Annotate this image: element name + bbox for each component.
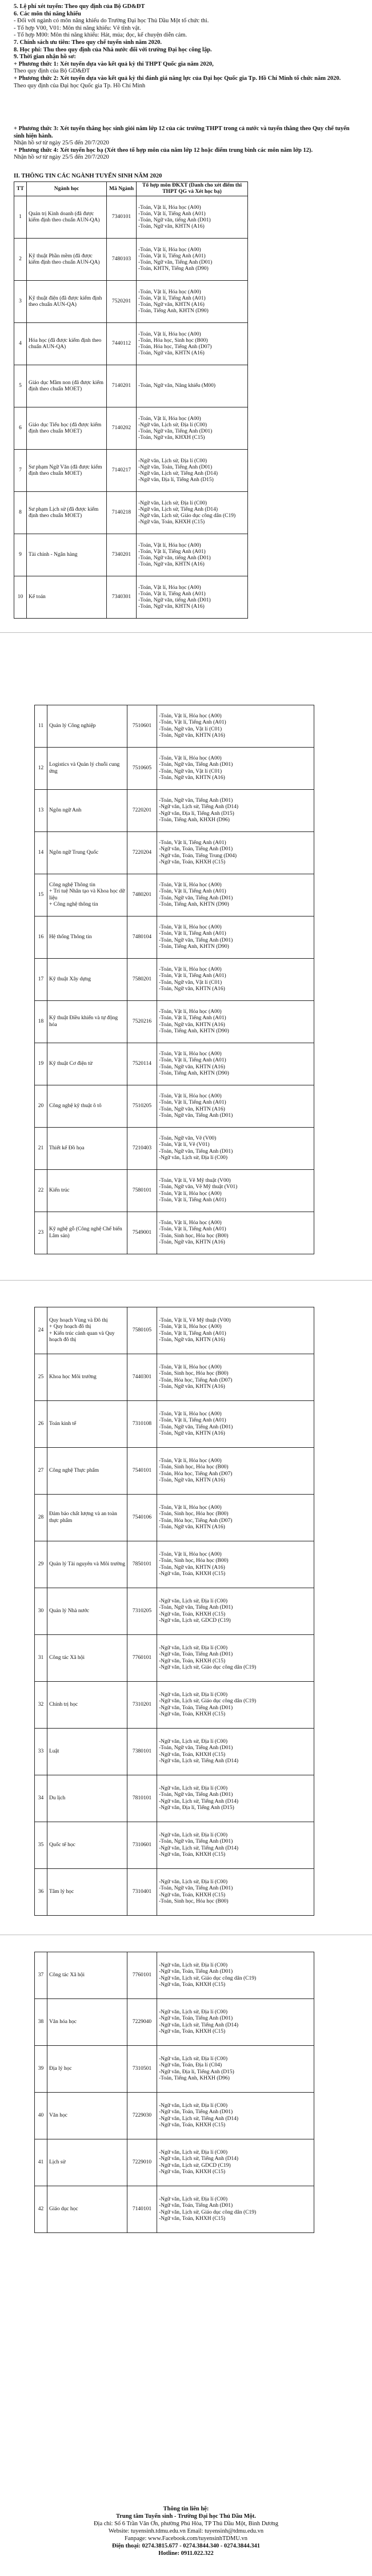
table-row <box>14 492 248 534</box>
cell-stt: 25 <box>35 1354 47 1401</box>
table-row <box>35 1001 314 1043</box>
admission-methods-text <box>14 126 358 161</box>
cell-code: 7310205 <box>127 1588 157 1635</box>
cell-comb: -Ngữ văn, Lịch sử, Địa lí (C00) -Ngữ văn, Lịch sử, Giáo dục công dân (C19) -Ngữ văn, Toán, Tiếng Anh (D01) -Ngữ văn, Toán, KHXH (C15) <box>157 1682 314 1729</box>
cell-code: 7760101 <box>127 1952 157 1999</box>
cell-comb: -Toán, Vật lí, Hóa học (A00) -Toán, Vật lí, Tiếng Anh (A01) -Toán, Sinh học, Hóa học (B00) -Toán, Ngữ văn, KHTN (A16) <box>157 1212 314 1254</box>
cell-code: 7549001 <box>127 1212 157 1254</box>
cell-stt: 8 <box>14 492 27 534</box>
cell-comb: -Toán, Vật lí, Hóa học (A00) -Toán, Vật lí, Tiếng Anh (A01) -Toán, Ngữ văn, tiếng Anh (D01) -Toán, Ngữ văn, KHTN (A16) <box>137 534 248 576</box>
table-row <box>35 1541 314 1588</box>
column-header-comb: Tổ hợp môn ĐKXT (Danh cho xét điểm thi THPT QG và Xét học bạ) <box>137 182 248 196</box>
cell-name: Kỹ thuật Điều khiển và tự động hóa <box>47 1001 127 1043</box>
cell-comb: -Toán, Vật lí, Hóa học (A00) -Toán, Sinh học, Hóa học (B00) -Toán, Ngữ văn, KHTN (A16) -Ngữ văn, Toán, KHXH (C15) <box>157 1541 314 1588</box>
cell-name: Sư phạm Ngữ Văn (đã được kiểm định theo chuẩn MOET) <box>27 450 107 492</box>
cell-stt: 10 <box>14 576 27 619</box>
cell-name: Kiến trúc <box>47 1170 127 1212</box>
cell-comb: -Ngữ văn, Lịch sử, Địa lí (C00) -Toán, Ngữ văn, Tiếng Anh (D01) -Ngữ văn, Lịch sử, Tiếng Anh (D14) -Ngữ văn, Địa lí, Tiếng Anh (D15) <box>157 1775 314 1822</box>
cell-stt: 23 <box>35 1212 47 1254</box>
cell-code: 7140202 <box>107 407 137 450</box>
cell-name: Công tác Xã hội <box>47 1635 127 1682</box>
cell-name: Kế toán <box>27 576 107 619</box>
table-row <box>35 1043 314 1085</box>
intro-line: Theo quy định của Bộ GD&ĐT <box>14 68 90 75</box>
intro-line: - Tổ hợp V00, V01: Môn thi năng khiếu: Vẽ tĩnh vật. <box>14 25 141 31</box>
cell-name: Quy hoạch Vùng và Đô thị + Quy hoạch đô thị + Kiến trúc cảnh quan và Quy hoạch đô thị <box>47 1307 127 1354</box>
cell-code: 7850101 <box>127 1541 157 1588</box>
cell-stt: 40 <box>35 2093 47 2139</box>
cell-stt: 17 <box>35 959 47 1001</box>
cell-name: Hệ thống Thông tin <box>47 916 127 959</box>
cell-stt: 36 <box>35 1869 47 1916</box>
cell-comb: -Toán, Vật lí, Hóa học (A00) -Toán, Vật lí, Tiếng Anh (A01) -Toán, Ngữ văn, KHTN (A16) -Toán, Tiếng Anh, KHTN (D90) <box>157 1001 314 1043</box>
table-row <box>35 2186 314 2233</box>
cell-stt: 37 <box>35 1952 47 1999</box>
contact-footer <box>0 2505 372 2557</box>
table-row <box>35 1999 314 2046</box>
column-header-code: Mã Ngành <box>107 182 137 196</box>
cell-stt: 33 <box>35 1729 47 1775</box>
intro-text <box>14 3 358 90</box>
table-row <box>14 239 248 281</box>
cell-stt: 31 <box>35 1635 47 1682</box>
cell-name: Địa lý học <box>47 2046 127 2093</box>
table-row <box>14 576 248 619</box>
table-row <box>14 281 248 323</box>
cell-comb: -Ngữ văn, Lịch sử, Địa lí (C00) -Ngữ văn, Toán, Tiếng Anh (D01) -Ngữ văn, Lịch sử, Giáo dục công dân (C19) -Ngữ văn, Toán, KHXH (C15) <box>157 2186 314 2233</box>
column-header-stt: TT <box>14 182 27 196</box>
cell-comb: -Toán, Vật lí, Hóa học (A00) -Toán, Sinh học, Hóa học (B00) -Toán, Hóa học, Tiếng Anh (D07) -Toán, Ngữ văn, KHTN (A16) <box>157 1448 314 1495</box>
cell-name: Logistics và Quản lý chuỗi cung ứng <box>47 748 127 790</box>
cell-comb: -Toán, Vật lí, Hóa học (A00) -Toán, Hóa học, Sinh học (B00) -Toán, Hóa học, Tiếng Anh (D07) -Toán, Ngữ văn, KHTN (A16) <box>137 323 248 365</box>
cell-comb: -Toán, Vật lí, Hóa học (A00) -Toán, Sinh học, Hóa học (B00) -Toán, Hóa học, Tiếng Anh (D07) -Toán, Ngữ văn, KHTN (A16) <box>157 1354 314 1401</box>
table-row <box>35 1588 314 1635</box>
cell-comb: -Toán, Ngữ văn, Năng khiếu (M00) <box>137 365 248 407</box>
table-row <box>35 1128 314 1170</box>
intro-line: Nhận hồ sơ từ ngày 25/5 đến 20/7/2020 <box>14 140 109 147</box>
cell-name: Quản lý Tài nguyên và Môi trường <box>47 1541 127 1588</box>
contact-address: Địa chỉ: Số 6 Trần Văn Ơn, phường Phú Hòa, TP Thủ Dầu Một, Bình Dương <box>93 2521 279 2527</box>
cell-comb: -Toán, Vật lí, Vẽ Mỹ thuật (V00) -Toán, Ngữ văn, Vẽ Mỹ thuật (V01) -Toán, Vật lí, Hóa học (A00) -Toán, Vật lí, Tiếng Anh (A01) <box>157 1170 314 1212</box>
cell-name: Quản lý Công nghiệp <box>47 705 127 748</box>
table-header-row <box>14 182 248 196</box>
cell-comb: -Ngữ văn, Lịch sử, Địa lí (C00) -Toán, Ngữ văn, Tiếng Anh (D01) -Ngữ văn, Toán, KHXH (C15) -Ngữ văn, Lịch sử, GDCD (C19) <box>157 1588 314 1635</box>
cell-name: Văn hóa học <box>47 1999 127 2046</box>
cell-code: 7220204 <box>127 832 157 874</box>
cell-name: Tâm lý học <box>47 1869 127 1916</box>
cell-name: Ngôn ngữ Trung Quốc <box>47 832 127 874</box>
cell-name: Quản trị Kinh doanh (đã được kiểm định theo chuẩn AUN-QA) <box>27 196 107 239</box>
cell-stt: 4 <box>14 323 27 365</box>
cell-stt: 28 <box>35 1495 47 1541</box>
table-row <box>35 874 314 916</box>
majors-table-1 <box>14 181 248 619</box>
cell-stt: 34 <box>35 1775 47 1822</box>
cell-comb: -Toán, Vật lí, Hóa học (A00) -Toán, Sinh học, Hóa học (B00) -Toán, Hóa học, Tiếng Anh (D07) -Toán, Ngữ văn, KHTN (A16) <box>157 1495 314 1541</box>
cell-code: 7310108 <box>127 1401 157 1448</box>
column-header-name: Ngành học <box>27 182 107 196</box>
cell-stt: 19 <box>35 1043 47 1085</box>
cell-name: Ngôn ngữ Anh <box>47 790 127 832</box>
page-divider <box>0 632 372 633</box>
cell-code: 7340301 <box>107 576 137 619</box>
table-row <box>35 2046 314 2093</box>
cell-stt: 11 <box>35 705 47 748</box>
cell-stt: 2 <box>14 239 27 281</box>
cell-name: Giáo dục Tiểu học (đã được kiểm định theo chuẩn MOET) <box>27 407 107 450</box>
cell-code: 7540106 <box>127 1495 157 1541</box>
cell-name: Toán kinh tế <box>47 1401 127 1448</box>
table-row <box>35 916 314 959</box>
intro-line: 5. Lệ phí xét tuyển: Theo quy định của Bộ GD&ĐT <box>14 3 145 10</box>
cell-code: 7310201 <box>127 1682 157 1729</box>
cell-stt: 32 <box>35 1682 47 1729</box>
intro-line: 8. Học phí: Thu theo quy định của Nhà nước đối với trường Đại học công lập. <box>14 46 212 53</box>
cell-name: Kỹ nghệ gỗ (Công nghệ Chế biến Lâm sản) <box>47 1212 127 1254</box>
intro-line: + Phương thức 3: Xét tuyển thẳng học sinh giỏi năm lớp 12 của các trường THPT trong cả nước và tuyển thẳng theo Quy chế tuyển sinh hiện hành. <box>14 126 350 139</box>
cell-stt: 9 <box>14 534 27 576</box>
table-row <box>35 959 314 1001</box>
table-row <box>35 832 314 874</box>
table-row <box>35 748 314 790</box>
cell-code: 7340201 <box>107 534 137 576</box>
cell-code: 7229010 <box>127 2139 157 2186</box>
cell-code: 7520201 <box>107 281 137 323</box>
cell-comb: -Toán, Vật lí, Hóa học (A00) -Toán, Vật lí, Tiếng Anh (A01) -Toán, Ngữ văn, KHTN (A16) -Toán, Ngữ văn, Tiếng Anh (D01) <box>157 1085 314 1128</box>
intro-line: + Phương thức 4: Xét tuyển học bạ (Xét theo tổ hợp môn của năm lớp 12 hoặc điểm trung bình các môn năm lớp 12). <box>14 147 313 154</box>
cell-comb: -Toán, Vật lí, Hóa học (A00) -Toán, Vật lí, Tiếng Anh (A01) -Toán, Ngữ văn, KHTN (A16) -Toán, Tiếng Anh, KHTN (D90) <box>157 1043 314 1085</box>
cell-name: Công nghệ Thông tin + Trí tuệ Nhân tạo và Khoa học dữ liệu + Công nghệ thông tin <box>47 874 127 916</box>
cell-code: 7510601 <box>127 705 157 748</box>
cell-name: Văn học <box>47 2093 127 2139</box>
intro-line: Theo quy định của Đại học Quốc gia Tp. Hồ Chí Minh <box>14 82 146 89</box>
table-row <box>35 2139 314 2186</box>
table-row <box>35 1307 314 1354</box>
cell-stt: 22 <box>35 1170 47 1212</box>
cell-code: 7229030 <box>127 2093 157 2139</box>
cell-code: 7140217 <box>107 450 137 492</box>
cell-code: 7440301 <box>127 1354 157 1401</box>
cell-name: Kỹ thuật Xây dựng <box>47 959 127 1001</box>
cell-stt: 41 <box>35 2139 47 2186</box>
cell-stt: 39 <box>35 2046 47 2093</box>
table-row <box>35 705 314 748</box>
cell-name: Sư phạm Lịch sử (đã được kiểm định theo chuẩn MOET) <box>27 492 107 534</box>
cell-stt: 18 <box>35 1001 47 1043</box>
table-row <box>35 1495 314 1541</box>
cell-code: 7480103 <box>107 239 137 281</box>
contact-website[interactable]: Website: tuyensinh.tdmu.edu.vn Email: tuyensinh@tdmu.edu.vn <box>108 2528 264 2534</box>
intro-line: 6. Các môn thi năng khiếu <box>14 10 81 17</box>
table-row <box>35 1635 314 1682</box>
table-row <box>35 1822 314 1869</box>
cell-comb: -Toán, Vật lí, Hóa học (A00) -Toán, Vật lí, Tiếng Anh (A01) -Toán, Ngữ văn, Vật lí (C01) -Toán, Ngữ văn, KHTN (A16) <box>157 705 314 748</box>
cell-comb: -Ngữ văn, Lịch sử, Địa lí (C00) -Ngữ văn, Toán, Tiếng Anh (D01) -Ngữ văn, Lịch sử, Tiếng Anh (D14) -Ngữ văn, Toán, KHXH (C15) <box>157 2093 314 2139</box>
table-row <box>35 1085 314 1128</box>
cell-code: 7380101 <box>127 1729 157 1775</box>
intro-line: - Đối với ngành có môn năng khiếu do Trường Đại học Thủ Dầu Một tổ chức thi. <box>14 18 209 25</box>
table-row <box>14 196 248 239</box>
cell-code: 7440112 <box>107 323 137 365</box>
cell-name: Du lịch <box>47 1775 127 1822</box>
cell-comb: -Toán, Vật lí, Hóa học (A00) -Toán, Ngữ văn, Tiếng Anh (D01) -Toán, Ngữ văn, Vật lí (C01) -Toán, Ngữ văn, KHTN (A16) <box>157 748 314 790</box>
intro-line: 9. Thời gian nhận hồ sơ: <box>14 54 76 60</box>
cell-stt: 29 <box>35 1541 47 1588</box>
cell-stt: 20 <box>35 1085 47 1128</box>
cell-stt: 6 <box>14 407 27 450</box>
table-row <box>35 1775 314 1822</box>
cell-comb: -Ngữ văn, Lịch sử, Địa lí (C00) -Ngữ văn, Toán, Tiếng Anh (D01) -Ngữ văn, Toán, KHXH (C15) -Ngữ văn, Lịch sử, Giáo dục công dân (C19) <box>157 1635 314 1682</box>
cell-stt: 12 <box>35 748 47 790</box>
cell-stt: 16 <box>35 916 47 959</box>
cell-code: 7810101 <box>127 1775 157 1822</box>
table-row <box>35 790 314 832</box>
cell-comb: -Toán, Vật lí, Hóa học (A00) -Toán, Vật lí, Tiếng Anh (A01) -Toán, Ngữ văn, Vật lí (C01) -Toán, Ngữ văn, KHTN (A16) <box>157 959 314 1001</box>
cell-name: Giáo dục Mầm non (đã được kiểm định theo chuẩn MOET) <box>27 365 107 407</box>
cell-comb: -Ngữ văn, Lịch sử, Địa lí (C00) -Ngữ văn, Toán, Tiếng Anh (D01) -Ngữ văn, Lịch sử, Tiếng Anh (D14) -Ngữ văn, Toán, KHXH (C15) <box>157 1999 314 2046</box>
cell-code: 7140201 <box>107 365 137 407</box>
cell-code: 7510205 <box>127 1085 157 1128</box>
table-row <box>35 1682 314 1729</box>
cell-name: Chính trị học <box>47 1682 127 1729</box>
cell-code: 7480104 <box>127 916 157 959</box>
majors-table-2 <box>34 705 314 1254</box>
cell-stt: 7 <box>14 450 27 492</box>
majors-table-3 <box>34 1307 314 1916</box>
cell-code: 7310401 <box>127 1869 157 1916</box>
cell-code: 7140218 <box>107 492 137 534</box>
majors-table-4 <box>34 1952 314 2233</box>
cell-name: Quản lý Nhà nước <box>47 1588 127 1635</box>
cell-name: Công nghệ Thực phẩm <box>47 1448 127 1495</box>
intro-line: - Tổ hợp M00: Môn thi năng khiếu: Hát, múa; đọc, kể chuyện diễn cảm. <box>14 32 187 39</box>
cell-comb: -Ngữ văn, Lịch sử, Địa lí (C00) -Ngữ văn, Toán, Tiếng Anh (D01) -Ngữ văn, Lịch sử, Giáo dục công dân (C19) -Ngữ văn, Toán, KHXH (C15) <box>157 1952 314 1999</box>
contact-org: Trung tâm Tuyển sinh - Trường Đại học Thủ Dầu Một. <box>115 2513 257 2520</box>
table-row <box>35 1952 314 1999</box>
table-row <box>35 1729 314 1775</box>
table-row <box>14 365 248 407</box>
cell-comb: -Ngữ văn, Lịch sử, Địa lí (C00) -Ngữ văn, Lịch sử, Tiếng Anh (D14) -Ngữ văn, Lịch sử, GDCD (C19) -Ngữ văn, Toán, KHXH (C15) <box>157 2139 314 2186</box>
cell-comb: -Toán, Ngữ văn, Vẽ (V00) -Toán, Vật lí, Vẽ (V01) -Toán, Ngữ văn, Tiếng Anh (D01) -Ngữ văn, Lịch sử, Địa lí (C00) <box>157 1128 314 1170</box>
cell-code: 7760101 <box>127 1635 157 1682</box>
cell-code: 7229040 <box>127 1999 157 2046</box>
cell-code: 7340101 <box>107 196 137 239</box>
cell-comb: -Ngữ văn, Lịch sử, Địa lí (C00) -Ngữ văn, Lịch sử, Tiếng Anh (D14) -Ngữ văn, Lịch sử, Giáo dục công dân (C19) -Ngữ văn, Toán, KHXH (C15) <box>137 492 248 534</box>
cell-name: Kỹ thuật Phần mềm (đã được kiểm định theo chuẩn AUN-QA) <box>27 239 107 281</box>
cell-code: 7480201 <box>127 874 157 916</box>
cell-comb: -Ngữ văn, Lịch sử, Địa lí (C00) -Toán, Ngữ văn, Tiếng Anh (D01) -Ngữ văn, Lịch sử, Tiếng Anh (D14) -Ngữ văn, Toán, KHXH (C15) <box>157 1822 314 1869</box>
cell-comb: -Toán, Vật lí, Hóa học (A00) -Toán, Vật lí, Tiếng Anh (A01) -Toán, Ngữ văn, Tiếng Anh (D01) -Toán, Tiếng Anh, KHTN (D90) <box>157 916 314 959</box>
cell-code: 7580101 <box>127 1170 157 1212</box>
cell-comb: -Toán, Vật lí, Hóa học (A00) -Toán, Vật lí, Tiếng Anh (A01) -Toán, Ngữ văn, Tiếng Anh (D01) -Toán, Tiếng Anh, KHTN (D90) <box>157 874 314 916</box>
table-row <box>14 534 248 576</box>
cell-stt: 21 <box>35 1128 47 1170</box>
cell-stt: 1 <box>14 196 27 239</box>
intro-line: + Phương thức 1: Xét tuyển dựa vào kết quả kỳ thi THPT Quốc gia năm 2020, <box>14 60 214 67</box>
cell-name: Khoa học Môi trường <box>47 1354 127 1401</box>
cell-code: 7210403 <box>127 1128 157 1170</box>
section-title: II. THÔNG TIN CÁC NGÀNH TUYỂN SINH NĂM 2020 <box>14 173 162 179</box>
table-row <box>14 407 248 450</box>
table-row <box>35 1170 314 1212</box>
intro-line: + Phương thức 2: Xét tuyển dựa vào kết quả kỳ thi đánh giá năng lực của Đại học Quốc gia Tp. Hồ Chí Minh tổ chức năm 2020. <box>14 75 341 82</box>
table-row <box>35 1869 314 1916</box>
cell-code: 7580105 <box>127 1307 157 1354</box>
cell-stt: 13 <box>35 790 47 832</box>
intro-line: 7. Chính sách ưu tiên: Theo quy chế tuyển sinh năm 2020. <box>14 39 162 46</box>
cell-comb: -Toán, Vật lí, Vẽ Mỹ thuật (V00) -Toán, Vật lí, Hóa học (A00) -Toán, Vật lí, Tiếng Anh (A01) -Toán, Ngữ văn, KHTN (A16) <box>157 1307 314 1354</box>
cell-code: 7310501 <box>127 2046 157 2093</box>
cell-comb: -Ngữ văn, Lịch sử, Địa lí (C00) -Ngữ văn, Toán, Tiếng Anh (D01) -Ngữ văn, Lịch sử, Tiếng Anh (D14) -Ngữ văn, Địa lí, Tiếng Anh (D15) <box>137 450 248 492</box>
cell-name: Công tác Xã hội <box>47 1952 127 1999</box>
cell-comb: -Toán, Vật lí, Hóa học (A00) -Ngữ văn, Lịch sử, Địa lí (C00) -Toán, Ngữ văn, Tiếng Anh (D01) -Toán, Ngữ văn, KHXH (C15) <box>137 407 248 450</box>
cell-stt: 35 <box>35 1822 47 1869</box>
cell-code: 7520216 <box>127 1001 157 1043</box>
cell-name: Tài chính - Ngân hàng <box>27 534 107 576</box>
cell-comb: -Ngữ văn, Lịch sử, Địa lí (C00) -Toán, Ngữ văn, Tiếng Anh (D01) -Ngữ văn, Toán, KHXH (C15) -Ngữ văn, Lịch sử, Tiếng Anh (D14) <box>157 1729 314 1775</box>
cell-name: Kỹ thuật Cơ điện tử <box>47 1043 127 1085</box>
cell-code: 7310601 <box>127 1822 157 1869</box>
table-row <box>35 2093 314 2139</box>
contact-phone: Điện thoại: 0274.3815.677 - 0274.3844.340 - 0274.3844.341 <box>112 2543 260 2549</box>
cell-name: Giáo dục học <box>47 2186 127 2233</box>
cell-stt: 42 <box>35 2186 47 2233</box>
contact-hotline: Hotline: 0911.022.322 <box>158 2550 214 2557</box>
cell-comb: -Toán, Vật lí, Hóa học (A00) -Toán, Vật lí, Tiếng Anh (A01) -Toán, Ngữ văn, KHTN (A16) -Toán, Tiếng Anh, KHTN (D90) <box>137 281 248 323</box>
cell-stt: 27 <box>35 1448 47 1495</box>
table-row <box>14 450 248 492</box>
cell-name: Đảm bảo chất lượng và an toàn thực phẩm <box>47 1495 127 1541</box>
cell-comb: -Ngữ văn, Lịch sử, Địa lí (C00) -Toán, Ngữ văn, Tiếng Anh (D01) -Ngữ văn, Toán, KHXH (C15) -Toán, Sinh học, Hóa học (B00) <box>157 1869 314 1916</box>
cell-code: 7140101 <box>127 2186 157 2233</box>
cell-stt: 14 <box>35 832 47 874</box>
cell-stt: 5 <box>14 365 27 407</box>
cell-name: Luật <box>47 1729 127 1775</box>
cell-name: Kỹ thuật điện (đã được kiểm định theo chuẩn AUN-QA) <box>27 281 107 323</box>
table-row <box>35 1401 314 1448</box>
contact-title: Thông tin liên hệ: <box>163 2506 209 2512</box>
cell-code: 7580201 <box>127 959 157 1001</box>
cell-comb: -Toán, Vật lí, Hóa học (A00) -Toán, Vật lí, Tiếng Anh (A01) -Toán, Ngữ văn, Tiếng Anh (D01) -Toán, KHTN, Tiếng Anh (D90) <box>137 239 248 281</box>
cell-comb: -Toán, Vật lí, Hóa học (A00) -Toán, Vật lí, Tiếng Anh (A01) -Toán, Ngữ văn, tiếng Anh (D01) -Toán, Ngữ văn, KHTN (A16) <box>137 576 248 619</box>
cell-comb: -Ngữ văn, Lịch sử, Địa lí (C00) -Ngữ văn, Toán, Địa lí (C04) -Ngữ văn, Địa lí, Tiếng Anh (D15) -Toán, Tiếng Anh, KHXH (D96) <box>157 2046 314 2093</box>
cell-name: Hóa học (đã được kiểm định theo chuẩn AUN-QA) <box>27 323 107 365</box>
cell-stt: 38 <box>35 1999 47 2046</box>
cell-code: 7220201 <box>127 790 157 832</box>
cell-stt: 3 <box>14 281 27 323</box>
cell-code: 7520114 <box>127 1043 157 1085</box>
contact-fanpage[interactable]: Fanpage: www.Facebook.com/tuyensinhTDMU.vn <box>124 2535 248 2542</box>
table-row <box>35 1354 314 1401</box>
table-row <box>35 1212 314 1254</box>
cell-name: Thiết kế Đồ họa <box>47 1128 127 1170</box>
cell-stt: 24 <box>35 1307 47 1354</box>
cell-comb: -Toán, Ngữ văn, Tiếng Anh (D01) -Ngữ văn, Lịch sử, Tiếng Anh (D14) -Ngữ văn, Địa lí, Tiếng Anh (D15) -Toán, Tiếng Anh, KHXH (D96) <box>157 790 314 832</box>
intro-line: Nhận hồ sơ từ ngày 25/5 đến 20/7/2020 <box>14 154 109 161</box>
table-row <box>14 323 248 365</box>
cell-comb: -Toán, Vật lí, Tiếng Anh (A01) -Ngữ văn, Toán, Tiếng Anh (D01) -Ngữ văn, Toán, Tiếng Trung (D04) -Ngữ văn, Toán, KHXH (C15) <box>157 832 314 874</box>
cell-name: Lịch sử <box>47 2139 127 2186</box>
cell-name: Công nghệ kỹ thuật ô tô <box>47 1085 127 1128</box>
cell-code: 7510605 <box>127 748 157 790</box>
cell-stt: 15 <box>35 874 47 916</box>
page-divider <box>0 1280 372 1281</box>
cell-stt: 30 <box>35 1588 47 1635</box>
cell-stt: 26 <box>35 1401 47 1448</box>
cell-comb: -Toán, Vật lí, Hóa học (A00) -Toán, Vật lí, Tiếng Anh (A01) -Toán, Ngữ văn, tiếng Anh (D01) -Toán, Ngữ văn, KHTN (A16) <box>137 196 248 239</box>
cell-name: Quốc tế học <box>47 1822 127 1869</box>
cell-comb: -Toán, Vật lí, Hóa học (A00) -Toán, Vật lí, Tiếng Anh (A01) -Toán, Ngữ văn, Tiếng Anh (D01) -Toán, Ngữ văn, KHTN (A16) <box>157 1401 314 1448</box>
cell-code: 7540101 <box>127 1448 157 1495</box>
table-row <box>35 1448 314 1495</box>
